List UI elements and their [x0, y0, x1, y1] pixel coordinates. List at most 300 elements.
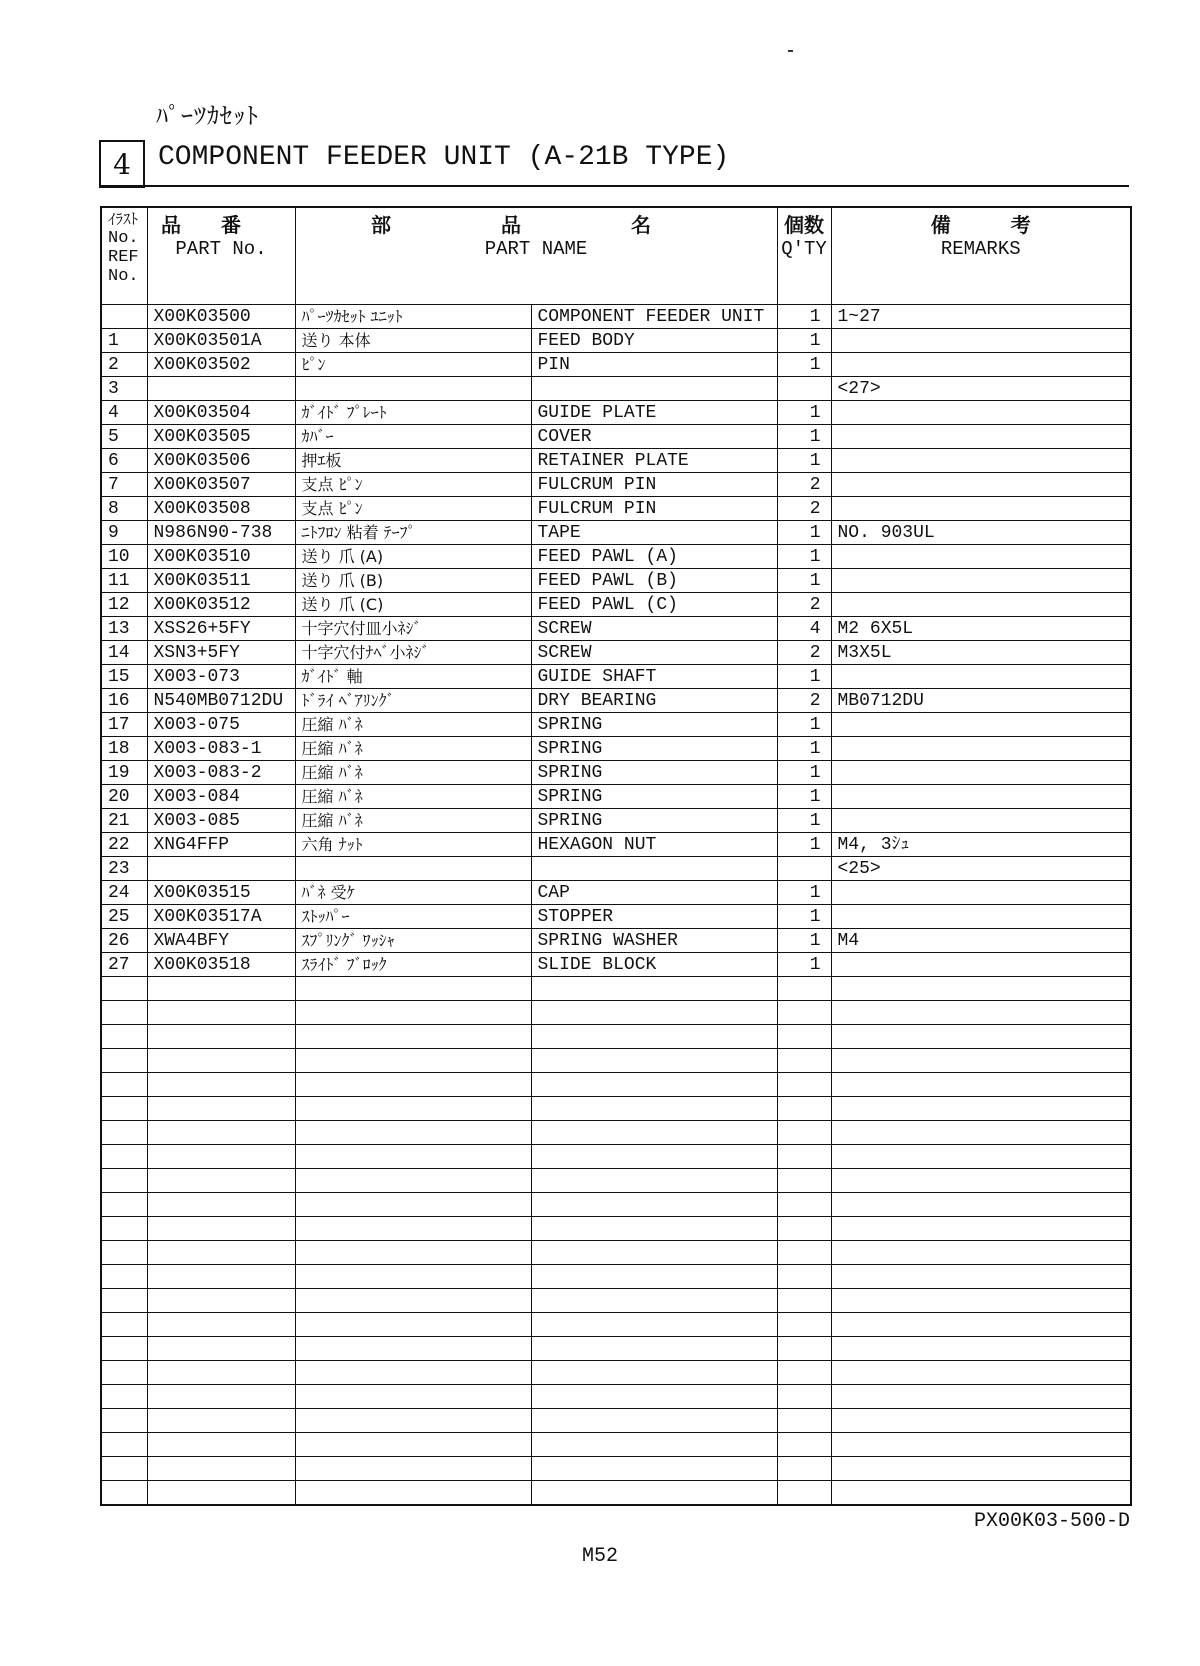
ref-cell: 16	[101, 689, 147, 713]
section-title: COMPONENT FEEDER UNIT (A-21B TYPE)	[158, 142, 730, 173]
table-row	[101, 497, 1131, 521]
part-no-cell	[147, 857, 295, 881]
ref-cell: 5	[101, 425, 147, 449]
ref-cell: 6	[101, 449, 147, 473]
en-name-cell	[531, 377, 777, 401]
en-name-cell: SPRING	[531, 761, 777, 785]
stray-mark	[788, 50, 793, 52]
blank-cell	[147, 1169, 295, 1193]
part-no-cell: X00K03501A	[147, 329, 295, 353]
blank-cell	[295, 1169, 531, 1193]
remarks-cell: <27>	[831, 377, 1131, 401]
blank-table-row	[101, 1313, 1131, 1337]
blank-cell	[531, 1241, 777, 1265]
jp-name-cell: 支点 ﾋﾟﾝ	[295, 497, 531, 521]
blank-cell	[531, 1217, 777, 1241]
blank-cell	[101, 1121, 147, 1145]
jp-name-cell: 圧縮 ﾊﾞﾈ	[295, 761, 531, 785]
blank-cell	[531, 1073, 777, 1097]
qty-cell: 1	[777, 545, 831, 569]
blank-cell	[531, 1385, 777, 1409]
remarks-cell	[831, 713, 1131, 737]
jp-name-cell: ｽﾗｲﾄﾞ ﾌﾞﾛｯｸ	[295, 953, 531, 977]
table-row	[101, 593, 1131, 617]
blank-cell	[295, 977, 531, 1001]
table-row	[101, 929, 1131, 953]
en-name-cell: SPRING	[531, 737, 777, 761]
en-name-cell: FEED BODY	[531, 329, 777, 353]
qty-cell: 2	[777, 497, 831, 521]
table-row	[101, 425, 1131, 449]
blank-cell	[531, 1313, 777, 1337]
table-row	[101, 353, 1131, 377]
blank-cell	[777, 1025, 831, 1049]
blank-cell	[295, 1217, 531, 1241]
table-row	[101, 833, 1131, 857]
remarks-cell: 1~27	[831, 305, 1131, 329]
table-row	[101, 857, 1131, 881]
blank-cell	[147, 1313, 295, 1337]
qty-cell	[777, 377, 831, 401]
remarks-cell: M4, 3ｼｭ	[831, 833, 1131, 857]
blank-cell	[147, 1217, 295, 1241]
part-no-cell: XSN3+5FY	[147, 641, 295, 665]
blank-cell	[831, 1169, 1131, 1193]
remarks-cell	[831, 881, 1131, 905]
jp-name-cell: ｽﾌﾟﾘﾝｸﾞ ﾜｯｼｬ	[295, 929, 531, 953]
blank-cell	[831, 1481, 1131, 1506]
part-no-cell: XSS26+5FY	[147, 617, 295, 641]
blank-cell	[147, 1145, 295, 1169]
qty-cell: 1	[777, 953, 831, 977]
remarks-cell: M2 6X5L	[831, 617, 1131, 641]
blank-table-row	[101, 977, 1131, 1001]
jp-name-cell: 送り 本体	[295, 329, 531, 353]
blank-table-row	[101, 1193, 1131, 1217]
jp-name-cell: ｽﾄｯﾊﾟｰ	[295, 905, 531, 929]
en-name-cell: FEED PAWL (B)	[531, 569, 777, 593]
blank-cell	[531, 1337, 777, 1361]
table-row	[101, 473, 1131, 497]
part-no-cell: X00K03517A	[147, 905, 295, 929]
blank-cell	[777, 977, 831, 1001]
blank-cell	[147, 1001, 295, 1025]
jp-name-cell: ｶﾊﾞｰ	[295, 425, 531, 449]
section-number-box	[99, 140, 145, 188]
qty-cell: 1	[777, 881, 831, 905]
blank-cell	[147, 1073, 295, 1097]
ref-cell: 27	[101, 953, 147, 977]
part-no-cell: X003-085	[147, 809, 295, 833]
part-no-cell: X003-073	[147, 665, 295, 689]
blank-cell	[147, 1049, 295, 1073]
part-no-cell: X00K03506	[147, 449, 295, 473]
part-no-cell: X00K03505	[147, 425, 295, 449]
part-no-cell: X00K03518	[147, 953, 295, 977]
blank-cell	[777, 1001, 831, 1025]
blank-cell	[831, 1193, 1131, 1217]
blank-cell	[831, 1313, 1131, 1337]
blank-cell	[295, 1457, 531, 1481]
ref-cell: 4	[101, 401, 147, 425]
qty-cell	[777, 857, 831, 881]
blank-cell	[831, 1217, 1131, 1241]
blank-cell	[101, 1385, 147, 1409]
jp-name-cell: 送り 爪 (B)	[295, 569, 531, 593]
blank-cell	[101, 1145, 147, 1169]
remarks-cell	[831, 953, 1131, 977]
blank-cell	[831, 1001, 1131, 1025]
blank-cell	[531, 1361, 777, 1385]
en-name-cell: FULCRUM PIN	[531, 473, 777, 497]
blank-cell	[831, 1073, 1131, 1097]
blank-cell	[147, 1457, 295, 1481]
blank-cell	[295, 1001, 531, 1025]
jp-name-cell: 送り 爪 (A)	[295, 545, 531, 569]
blank-cell	[147, 1025, 295, 1049]
table-row	[101, 881, 1131, 905]
blank-cell	[147, 1361, 295, 1385]
ref-cell: 20	[101, 785, 147, 809]
blank-cell	[295, 1385, 531, 1409]
blank-cell	[777, 1241, 831, 1265]
blank-cell	[147, 1097, 295, 1121]
blank-cell	[147, 1241, 295, 1265]
remarks-cell	[831, 737, 1131, 761]
blank-table-row	[101, 1145, 1131, 1169]
blank-cell	[777, 1145, 831, 1169]
table-row	[101, 377, 1131, 401]
table-row	[101, 665, 1131, 689]
jp-name-cell: 圧縮 ﾊﾞﾈ	[295, 713, 531, 737]
ref-cell: 17	[101, 713, 147, 737]
blank-cell	[531, 1001, 777, 1025]
blank-table-row	[101, 1265, 1131, 1289]
ref-cell: 10	[101, 545, 147, 569]
blank-cell	[531, 1097, 777, 1121]
blank-cell	[147, 977, 295, 1001]
blank-cell	[531, 1409, 777, 1433]
blank-cell	[831, 1409, 1131, 1433]
part-name-column-header: 部品名 PART NAME	[295, 207, 777, 305]
remarks-cell: M3X5L	[831, 641, 1131, 665]
jp-name-cell: 支点 ﾋﾟﾝ	[295, 473, 531, 497]
qty-cell: 4	[777, 617, 831, 641]
blank-cell	[531, 1193, 777, 1217]
part-no-column-header: 品番 PART No.	[147, 207, 295, 305]
blank-cell	[831, 1265, 1131, 1289]
parts-table	[100, 206, 1132, 1506]
blank-cell	[831, 1337, 1131, 1361]
blank-cell	[777, 1385, 831, 1409]
qty-cell: 1	[777, 929, 831, 953]
jp-name-cell: 送り 爪 (C)	[295, 593, 531, 617]
blank-cell	[831, 1289, 1131, 1313]
qty-cell: 1	[777, 809, 831, 833]
blank-table-row	[101, 1001, 1131, 1025]
part-no-cell: X00K03515	[147, 881, 295, 905]
remarks-cell	[831, 425, 1131, 449]
remarks-cell	[831, 593, 1131, 617]
blank-cell	[295, 1121, 531, 1145]
blank-cell	[777, 1433, 831, 1457]
en-name-cell: DRY BEARING	[531, 689, 777, 713]
blank-cell	[531, 1145, 777, 1169]
ref-cell: 26	[101, 929, 147, 953]
jp-name-cell: ﾄﾞﾗｲ ﾍﾞｱﾘﾝｸﾞ	[295, 689, 531, 713]
blank-cell	[831, 1361, 1131, 1385]
blank-table-row	[101, 1409, 1131, 1433]
blank-cell	[777, 1217, 831, 1241]
blank-table-row	[101, 1241, 1131, 1265]
blank-cell	[295, 1289, 531, 1313]
blank-cell	[147, 1337, 295, 1361]
ref-cell: 1	[101, 329, 147, 353]
blank-cell	[295, 1193, 531, 1217]
qty-cell: 1	[777, 305, 831, 329]
table-header-row	[101, 207, 1131, 305]
table-row	[101, 521, 1131, 545]
blank-table-row	[101, 1169, 1131, 1193]
part-no-cell	[147, 377, 295, 401]
en-name-cell: COVER	[531, 425, 777, 449]
blank-cell	[101, 1481, 147, 1506]
en-name-cell: SPRING	[531, 785, 777, 809]
en-name-cell: SPRING	[531, 809, 777, 833]
blank-table-row	[101, 1049, 1131, 1073]
ref-cell: 14	[101, 641, 147, 665]
blank-cell	[147, 1385, 295, 1409]
qty-cell: 2	[777, 641, 831, 665]
part-no-cell: X00K03511	[147, 569, 295, 593]
blank-table-row	[101, 1289, 1131, 1313]
blank-cell	[147, 1121, 295, 1145]
ref-cell: 15	[101, 665, 147, 689]
blank-cell	[101, 977, 147, 1001]
en-name-cell: TAPE	[531, 521, 777, 545]
en-name-cell: PIN	[531, 353, 777, 377]
blank-table-row	[101, 1481, 1131, 1506]
jp-name-cell: ｶﾞｲﾄﾞ ﾌﾟﾚｰﾄ	[295, 401, 531, 425]
remarks-cell	[831, 329, 1131, 353]
qty-cell: 1	[777, 737, 831, 761]
part-no-cell: XNG4FFP	[147, 833, 295, 857]
blank-table-row	[101, 1433, 1131, 1457]
blank-cell	[101, 1265, 147, 1289]
ref-cell: 12	[101, 593, 147, 617]
jp-name-cell: 六角 ﾅｯﾄ	[295, 833, 531, 857]
blank-cell	[147, 1433, 295, 1457]
blank-cell	[531, 1121, 777, 1145]
blank-cell	[101, 1337, 147, 1361]
remarks-cell	[831, 761, 1131, 785]
blank-cell	[295, 1049, 531, 1073]
part-no-cell: N986N90-738	[147, 521, 295, 545]
qty-cell: 1	[777, 665, 831, 689]
qty-cell: 1	[777, 353, 831, 377]
qty-cell: 1	[777, 905, 831, 929]
ref-cell: 24	[101, 881, 147, 905]
blank-cell	[531, 1265, 777, 1289]
remarks-cell: MB0712DU	[831, 689, 1131, 713]
blank-cell	[101, 1433, 147, 1457]
blank-table-row	[101, 1073, 1131, 1097]
blank-cell	[777, 1073, 831, 1097]
blank-cell	[777, 1289, 831, 1313]
part-no-cell: N540MB0712DU	[147, 689, 295, 713]
en-name-cell: FEED PAWL (C)	[531, 593, 777, 617]
ref-cell: 25	[101, 905, 147, 929]
blank-cell	[777, 1361, 831, 1385]
ref-cell: 23	[101, 857, 147, 881]
en-name-cell: SPRING	[531, 713, 777, 737]
qty-cell: 1	[777, 713, 831, 737]
en-name-cell: SCREW	[531, 641, 777, 665]
blank-cell	[295, 1025, 531, 1049]
jp-name-cell	[295, 857, 531, 881]
blank-cell	[295, 1337, 531, 1361]
blank-table-row	[101, 1097, 1131, 1121]
qty-cell: 1	[777, 329, 831, 353]
blank-table-row	[101, 1361, 1131, 1385]
blank-cell	[777, 1121, 831, 1145]
part-no-cell: X00K03510	[147, 545, 295, 569]
blank-cell	[101, 1241, 147, 1265]
part-no-cell: X003-084	[147, 785, 295, 809]
blank-cell	[101, 1289, 147, 1313]
blank-cell	[831, 1097, 1131, 1121]
remarks-cell: NO. 903UL	[831, 521, 1131, 545]
blank-table-row	[101, 1337, 1131, 1361]
blank-cell	[101, 1049, 147, 1073]
ref-cell: 19	[101, 761, 147, 785]
qty-cell: 2	[777, 593, 831, 617]
qty-cell: 2	[777, 473, 831, 497]
en-name-cell: SCREW	[531, 617, 777, 641]
part-no-cell: X003-083-1	[147, 737, 295, 761]
blank-cell	[831, 1241, 1131, 1265]
jp-name-cell: 圧縮 ﾊﾞﾈ	[295, 809, 531, 833]
blank-cell	[147, 1481, 295, 1506]
blank-cell	[777, 1169, 831, 1193]
table-row	[101, 905, 1131, 929]
blank-cell	[101, 1193, 147, 1217]
blank-cell	[831, 1025, 1131, 1049]
blank-cell	[831, 1145, 1131, 1169]
blank-table-row	[101, 1121, 1131, 1145]
table-row	[101, 689, 1131, 713]
table-row	[101, 785, 1131, 809]
blank-cell	[777, 1481, 831, 1506]
blank-cell	[295, 1265, 531, 1289]
en-name-cell	[531, 857, 777, 881]
blank-cell	[777, 1313, 831, 1337]
qty-cell: 1	[777, 569, 831, 593]
qty-cell: 1	[777, 785, 831, 809]
jp-name-cell: 押ｴ板	[295, 449, 531, 473]
blank-cell	[295, 1409, 531, 1433]
table-row	[101, 305, 1131, 329]
table-row	[101, 641, 1131, 665]
remarks-cell	[831, 353, 1131, 377]
blank-cell	[777, 1457, 831, 1481]
remarks-cell	[831, 905, 1131, 929]
jp-name-cell: ﾆﾄﾌﾛﾝ 粘着 ﾃｰﾌﾟ	[295, 521, 531, 545]
remarks-column-header: 備考 REMARKS	[831, 207, 1131, 305]
blank-cell	[777, 1049, 831, 1073]
page-number: M52	[581, 1545, 618, 1568]
en-name-cell: FEED PAWL (A)	[531, 545, 777, 569]
en-name-cell: CAP	[531, 881, 777, 905]
blank-cell	[101, 1313, 147, 1337]
ref-cell: 11	[101, 569, 147, 593]
table-row	[101, 617, 1131, 641]
remarks-cell: M4	[831, 929, 1131, 953]
en-name-cell: SPRING WASHER	[531, 929, 777, 953]
jp-name-cell: 圧縮 ﾊﾞﾈ	[295, 737, 531, 761]
jp-name-cell: 十字穴付ﾅﾍﾞ小ﾈｼﾞ	[295, 641, 531, 665]
jp-name-cell: 十字穴付皿小ﾈｼﾞ	[295, 617, 531, 641]
part-no-cell: X003-083-2	[147, 761, 295, 785]
part-no-cell: X00K03508	[147, 497, 295, 521]
blank-cell	[777, 1265, 831, 1289]
en-name-cell: HEXAGON NUT	[531, 833, 777, 857]
remarks-cell	[831, 785, 1131, 809]
part-no-cell: X00K03502	[147, 353, 295, 377]
title-divider	[99, 185, 1129, 187]
blank-cell	[531, 1049, 777, 1073]
blank-cell	[147, 1193, 295, 1217]
jp-name-cell: 圧縮 ﾊﾞﾈ	[295, 785, 531, 809]
table-row	[101, 569, 1131, 593]
blank-cell	[831, 977, 1131, 1001]
remarks-cell	[831, 665, 1131, 689]
blank-table-row	[101, 1025, 1131, 1049]
table-row	[101, 761, 1131, 785]
blank-cell	[531, 1025, 777, 1049]
blank-cell	[295, 1097, 531, 1121]
blank-cell	[101, 1169, 147, 1193]
blank-cell	[531, 1457, 777, 1481]
blank-cell	[101, 1217, 147, 1241]
jp-name-cell: ﾊﾟｰﾂｶｾｯﾄ ﾕﾆｯﾄ	[295, 305, 531, 329]
ref-cell: 3	[101, 377, 147, 401]
blank-cell	[295, 1433, 531, 1457]
jp-name-cell: ﾊﾞﾈ 受ｹ	[295, 881, 531, 905]
blank-cell	[777, 1097, 831, 1121]
ref-cell: 22	[101, 833, 147, 857]
blank-table-row	[101, 1217, 1131, 1241]
blank-cell	[101, 1025, 147, 1049]
table-row	[101, 545, 1131, 569]
remarks-cell	[831, 473, 1131, 497]
table-row	[101, 953, 1131, 977]
ref-column-header: ｲﾗｽﾄ No. REF No.	[101, 207, 147, 305]
blank-cell	[147, 1409, 295, 1433]
qty-cell: 1	[777, 401, 831, 425]
table-row	[101, 737, 1131, 761]
blank-cell	[295, 1073, 531, 1097]
blank-cell	[101, 1361, 147, 1385]
remarks-cell	[831, 449, 1131, 473]
qty-cell: 1	[777, 761, 831, 785]
blank-cell	[777, 1409, 831, 1433]
table-row	[101, 401, 1131, 425]
ref-cell: 2	[101, 353, 147, 377]
blank-cell	[777, 1337, 831, 1361]
blank-cell	[295, 1241, 531, 1265]
blank-cell	[531, 1481, 777, 1506]
